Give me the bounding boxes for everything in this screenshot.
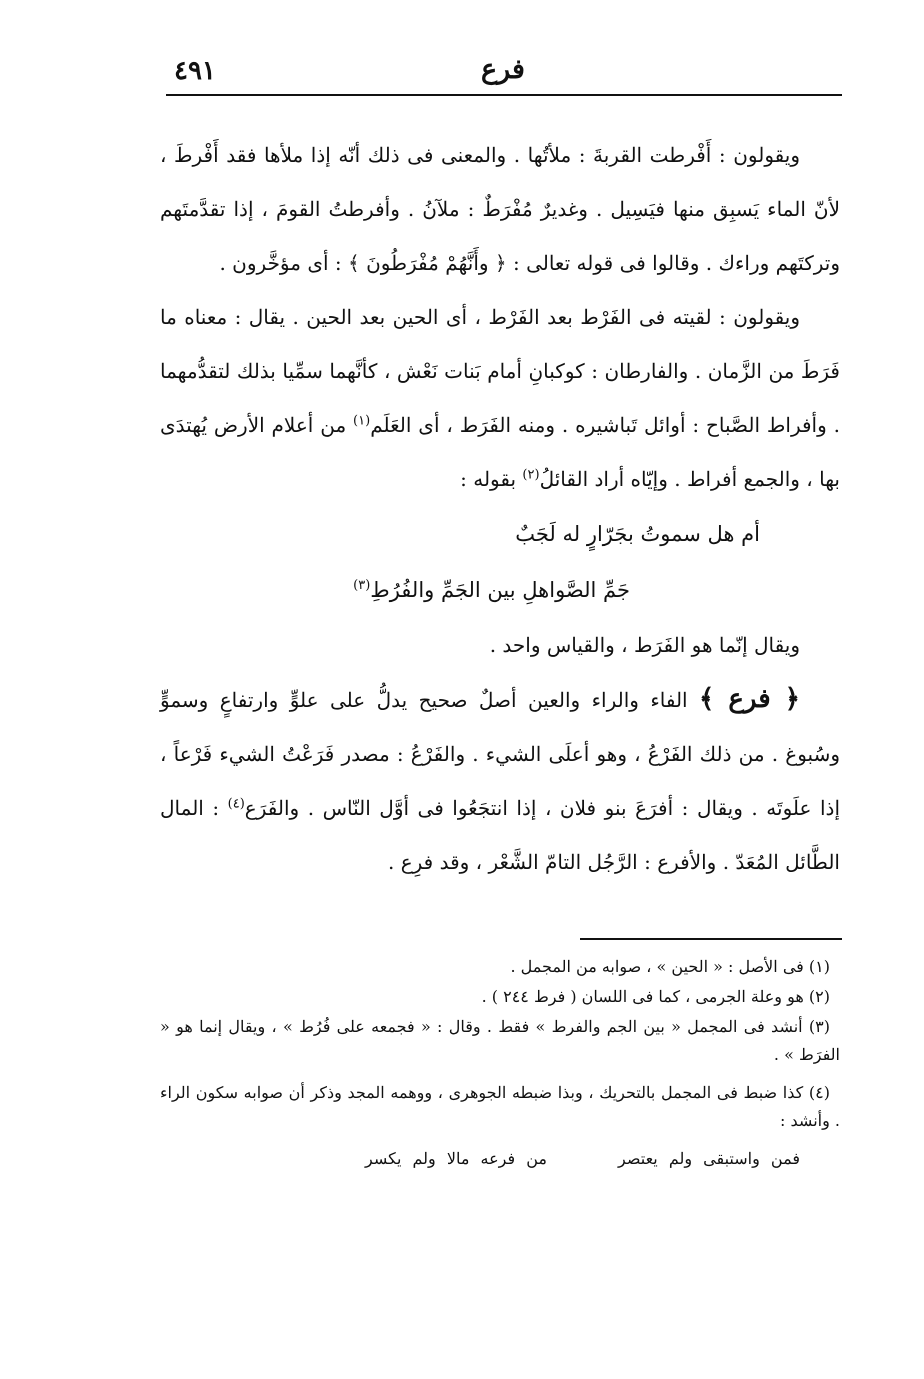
verse-line-1: أم هل سموتُ بجَرّارٍ له لَجَبٌ	[515, 522, 760, 546]
paragraph-qiyas: ويقال إنّما هو الفَرَط ، والقياس واحد .	[489, 633, 800, 657]
footnote-2: (٢) هو وعلة الجرمى ، كما فى اللسان ( فرط ٢٤٤ ) .	[481, 987, 830, 1006]
footnote-1: (١) فى الأصل : « الحين » ، صوابه من المجمل .	[510, 957, 830, 976]
footnote-4-verse	[160, 1145, 840, 1173]
footnote-ref-1: (١)	[353, 413, 371, 429]
entry-heading: ﴿ فرع ﴾	[699, 684, 800, 714]
main-text	[160, 128, 840, 889]
running-head	[168, 48, 838, 92]
paragraph-farat-text-3: بقوله :	[460, 467, 517, 491]
footnote-rule	[580, 938, 842, 940]
verse-line-2	[160, 562, 840, 618]
page-number: ٤٩١	[174, 56, 216, 86]
verse-line-2-text: جَمِّ الصَّواهلِ بين الجَمِّ والفُرُطِ	[370, 578, 630, 602]
paragraph-farat-text-1: ويقولون : لقيته فى الفَرْط بعد الفَرْط ، أى الحين بعد الحين . يقال : معناه ما فَرَطَ من الزَّمان . والفارطان : كوكبانِ أمام بَنات نَعْش ، كأنَّهما سمِّيا بذلك لتقدُّمهما . وأفراط الصَّباح : أوائل تَباشيره . ومنه الفَرَط ، أى العَلَم	[160, 305, 841, 437]
entry-text-1: الفاء والراء والعين أصلٌ صحيح يدلُّ على علوٍّ وارتفاعٍ وسموٍّ وسُبوغ . من ذلك الفَرْعُ ، وهو أعلَى الشيء . والفَرْعُ : مصدر فَرَعْتُ الشيء فَرْعاً ، إذا علَوتَه . ويقال : أفرَعَ بنو فلان ، إذا انتجَعُوا فى أوَّل النّاس . والفَرَع	[160, 688, 841, 820]
running-title: فرع	[481, 54, 525, 85]
footnotes	[160, 953, 840, 1175]
footnote-4-verse-a: فمن واستبقى ولم يعتصر	[618, 1149, 800, 1168]
footnote-3: (٣) أنشد فى المجمل « بين الجم والفرط » فقط . وقال : « فجمعه على فُرُط » ، ويقال إنما هو « الفرَط » .	[160, 1017, 840, 1064]
footnote-4-verse-b: من فرعه مالا ولم يكسر	[365, 1149, 547, 1168]
footnote-4: (٤) كذا ضبط فى المجمل بالتحريك ، وبذا ضبطه الجوهرى ، ووهمه المجد وذكر أن صوابه سكون الراء . وأنشد :	[160, 1083, 840, 1130]
paragraph-farat	[160, 290, 840, 506]
paragraph-farat-text-2: من أعلام الأرض يُهتدَى بها ، والجمع أفراط . وإيّاه أراد القائلُ	[160, 413, 840, 491]
entry-text-2: : المال الطَّائل المُعَدّ . والأفرع : الرَّجُل التامّ الشَّعْر ، وقد فرِع .	[160, 796, 840, 874]
footnote-ref-2: (٢)	[522, 467, 540, 483]
footnote-ref-4: (٤)	[227, 796, 245, 812]
header-rule	[166, 94, 842, 96]
paragraph-afrata: ويقولون : أَفْرطت القربةَ : ملأتُها . والمعنى فى ذلك أنّه إذا ملأها فقد أَفْرطَ ، لأنّ الماء يَسبِق منها فيَسِيل . وغديرٌ مُفْرَطٌ : ملآنُ . وأفرطتُ القومَ ، إذا تقدَّمتَهم وتركتَهم وراءك . وقالوا فى قوله تعالى : ﴿ وأَنَّهُمْ مُفْرَطُونَ ﴾ : أى مؤخَّرون .	[160, 143, 840, 275]
entry-fara	[160, 672, 840, 889]
footnote-ref-3: (٣)	[353, 578, 371, 593]
